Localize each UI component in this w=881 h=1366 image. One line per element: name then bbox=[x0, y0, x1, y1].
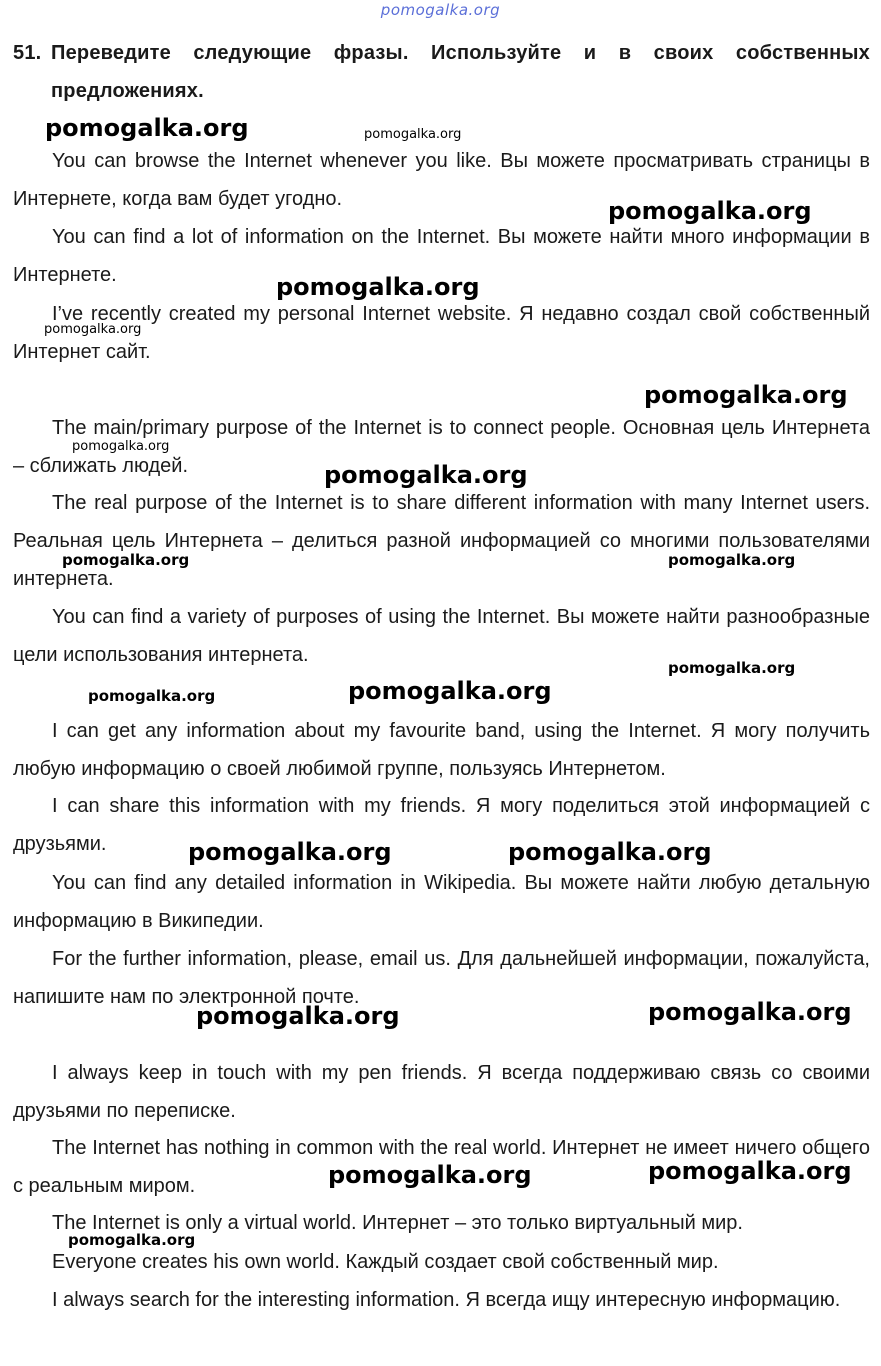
paragraph: I can get any information about my favourite band, using the Internet. Я могу получить любую информацию о своей любимой группе, пользуясь Интернетом. bbox=[13, 720, 870, 780]
paragraph: The Internet has nothing in common with the real world. Интернет не имеет ничего общего с реальным миром. bbox=[13, 1137, 870, 1197]
watermark: pomogalka.org bbox=[45, 114, 249, 142]
paragraph: I always search for the interesting information. Я всегда ищу интересную информацию. bbox=[52, 1289, 841, 1311]
exercise-instruction: Переведите следующие фразы. Используйте и в своих собственных предложениях. bbox=[51, 42, 870, 102]
paragraph: I’ve recently created my personal Internet website. Я недавно создал свой собственный Интернет сайт. bbox=[13, 303, 870, 363]
watermark: pomogalka.org bbox=[328, 1161, 532, 1189]
watermark: pomogalka.org bbox=[648, 1157, 852, 1185]
paragraph: Everyone creates his own world. Каждый создает свой собственный мир. bbox=[52, 1251, 719, 1273]
watermark: pomogalka.org bbox=[668, 659, 796, 677]
paragraph: You can find a variety of purposes of using the Internet. Вы можете найти разнообразные цели использования интернета. bbox=[13, 606, 870, 666]
watermark: pomogalka.org bbox=[608, 197, 812, 225]
paragraph: I always keep in touch with my pen friends. Я всегда поддерживаю связь со своими друзьями по переписке. bbox=[13, 1062, 870, 1122]
watermark: pomogalka.org bbox=[72, 439, 170, 454]
exercise-number: 51. bbox=[13, 42, 42, 64]
watermark: pomogalka.org bbox=[196, 1002, 400, 1030]
paragraph: You can find a lot of information on the Internet. Вы можете найти много информации в Интернете. bbox=[13, 226, 870, 286]
watermark: pomogalka.org bbox=[276, 273, 480, 301]
paragraph: For the further information, please, email us. Для дальнейшей информации, пожалуйста, напишите нам по электронной почте. bbox=[13, 948, 870, 1008]
paragraph: I can share this information with my friends. Я могу поделиться этой информацией с друзьями. bbox=[13, 795, 870, 855]
watermark: pomogalka.org bbox=[668, 551, 796, 569]
paragraph: You can find any detailed information in Wikipedia. Вы можете найти любую детальную информацию в Википедии. bbox=[13, 872, 870, 932]
watermark: pomogalka.org bbox=[88, 687, 216, 705]
top-watermark: pomogalka.org bbox=[380, 1, 501, 19]
watermark: pomogalka.org bbox=[324, 461, 528, 489]
exercise-heading bbox=[13, 34, 870, 110]
watermark: pomogalka.org bbox=[68, 1231, 196, 1249]
watermark: pomogalka.org bbox=[508, 838, 712, 866]
paragraph: The main/primary purpose of the Internet is to connect people. Основная цель Интернета – сближать людей. bbox=[13, 417, 870, 477]
watermark: pomogalka.org bbox=[648, 998, 852, 1026]
watermark: pomogalka.org bbox=[348, 677, 552, 705]
watermark: pomogalka.org bbox=[62, 551, 190, 569]
watermark: pomogalka.org bbox=[188, 838, 392, 866]
watermark: pomogalka.org bbox=[44, 322, 142, 337]
watermark: pomogalka.org bbox=[364, 127, 462, 142]
watermark: pomogalka.org bbox=[644, 381, 848, 409]
paragraph: You can browse the Internet whenever you like. Вы можете просматривать страницы в Интернете, когда вам будет угодно. bbox=[13, 150, 870, 210]
paragraph: The Internet is only a virtual world. Интернет – это только виртуальный мир. bbox=[52, 1212, 743, 1234]
paragraph: The real purpose of the Internet is to share different information with many Internet users. Реальная цель Интернета – делиться разной информацией со многими пользователями интернета. bbox=[13, 492, 870, 590]
